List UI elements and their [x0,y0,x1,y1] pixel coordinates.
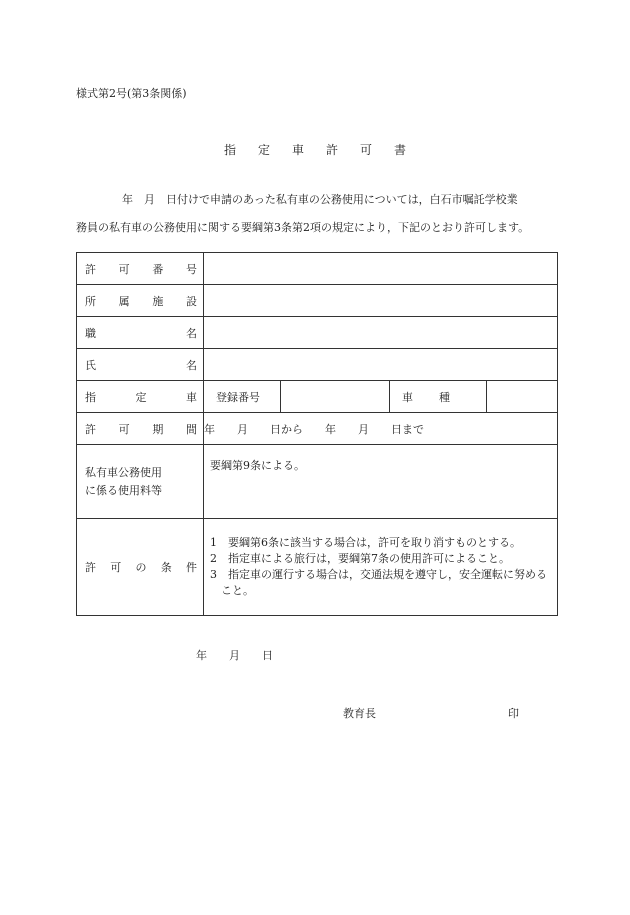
label-char: 可 [118,262,130,276]
position-value[interactable] [204,317,558,349]
usage-fee-value: 要綱第9条による。 [204,445,558,519]
table-row-vehicle [77,381,558,413]
label-char: の [135,561,147,574]
seal-mark: 印 [508,707,519,720]
label-char: 許 [85,422,96,436]
label-char: 車 [186,390,197,404]
label-char: 条 [160,561,172,574]
permit-conditions-value [204,519,558,616]
document-title: 指定車許可書 [223,143,428,157]
permit-table [76,252,558,616]
table-row-fee [77,445,558,519]
form-number-label: 様式第2号(第3条関係) [76,87,187,100]
table-row-period [77,413,558,445]
intro-line-2: 務員の私有車の公務使用に関する要綱第3条第2項の規定により，下記のとおり許可します。 [76,221,530,234]
label-char: 所 [85,294,96,308]
intro-line-1: 年 月 日付けで申請のあった私有車の公務使用については，白石市嘱託学校業 [122,193,518,206]
permit-number-label [77,253,204,285]
label-char: 番 [152,262,164,276]
label-char: 指 [85,390,96,404]
label-char: 車 [402,390,413,404]
label-char: 名 [186,358,197,372]
name-value[interactable] [204,349,558,381]
label-char: 施 [152,294,164,308]
fee-label-line-2: に係る使用料等 [85,483,162,497]
intro-paragraph [76,186,561,242]
label-char: 定 [135,390,147,404]
facility-label [77,285,204,317]
vehicle-cell [204,381,558,413]
permit-period-label [77,413,204,445]
table-row-conditions [77,519,558,616]
label-char: 可 [118,422,130,436]
table-row-name [77,349,558,381]
position-label [77,317,204,349]
condition-item: 2 指定車による旅行は，要綱第7条の使用許可によること。 [210,552,510,565]
condition-item: 1 要綱第6条に該当する場合は，許可を取り消すものとする。 [210,536,521,549]
permit-period-value: 年 月 日から 年 月 日まで [204,413,558,445]
label-char: 属 [118,294,130,308]
label-char: 氏 [85,358,96,372]
vehicle-type-value[interactable] [487,381,557,412]
label-char: 許 [85,262,96,276]
label-char: 間 [185,422,197,436]
facility-value[interactable] [204,285,558,317]
permit-conditions-label [77,519,204,616]
issue-date: 年 月 日 [196,649,273,662]
label-char: 名 [186,326,197,340]
fee-label-line-1: 私有車公務使用 [85,465,162,479]
label-char: 許 [85,561,96,574]
issuer-title: 教育長 [343,707,376,720]
condition-item: 3 指定車の運行する場合は，交通法規を遵守し，安全運転に努める [210,568,547,581]
table-row-position [77,317,558,349]
vehicle-type-label [390,381,487,412]
label-char: 期 [152,422,164,436]
label-char: 号 [185,262,197,276]
label-char: 件 [186,561,197,574]
name-label [77,349,204,381]
usage-fee-label [77,445,204,519]
table-row-permit-number [77,253,558,285]
table-row-facility [77,285,558,317]
designated-vehicle-label [77,381,204,413]
label-char: 可 [110,561,122,574]
permit-number-value[interactable] [204,253,558,285]
condition-item: こと。 [210,584,254,597]
label-char: 種 [439,390,450,404]
registration-number-value[interactable] [281,381,390,412]
label-char: 職 [85,326,96,340]
label-char: 設 [185,294,197,308]
registration-number-label: 登録番号 [204,381,281,412]
